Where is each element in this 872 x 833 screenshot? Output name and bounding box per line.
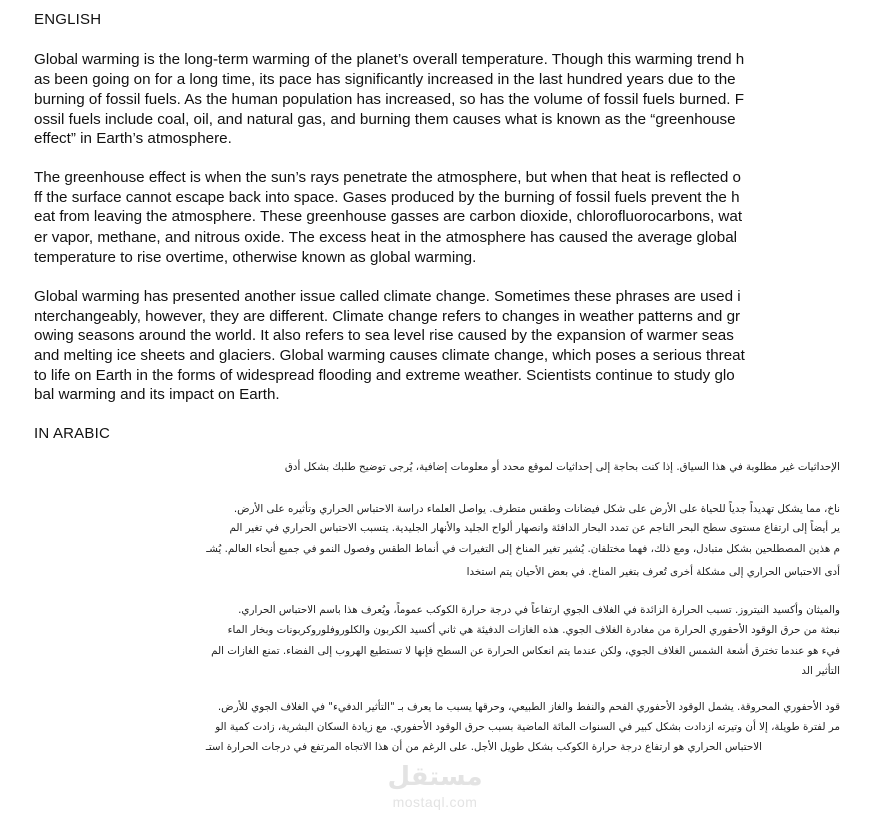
- text-line: burning of fossil fuels. As the human population has increased, so has the volume of fossil fuels burned. F: [34, 91, 745, 108]
- mostaql-watermark: [378, 760, 492, 822]
- watermark-arabic: مستقل: [387, 762, 483, 792]
- arabic-line: م هذين المصطلحين بشكل متبادل، ومع ذلك، فهما مختلفان. يُشير تغير المناخ إلى التغيرات في أنماط الطقس وفصول النمو في جميع أنحاء العالم. يُشـ: [206, 543, 840, 555]
- arabic-line: ناخ، مما يشكل تهديداً جدياً للحياة على الأرض على شكل فيضانات وطقس متطرف. يواصل العلماء دراسة الاحتباس الحراري وتأثيره على الأرض.: [233, 503, 840, 515]
- arabic-line: الاحتباس الحراري هو ارتفاع درجة حرارة الكوكب بشكل طويل الأجل. على الرغم من أن هذا الاتجاه المرتفع في درجات الحرارة استـ: [205, 741, 762, 753]
- arabic-line: ير أيضاً إلى ارتفاع مستوى سطح البحر الناجم عن تمدد البحار الدافئة وانصهار ألواح الجليد والأنهار الجليدية. يتسبب الاحتباس الحراري في تغير الم: [229, 522, 840, 534]
- arabic-line: قود الأحفوري المحروقة. يشمل الوقود الأحفوري الفحم والنفط والغاز الطبيعي، وحرقها يسبب ما يعرف بـ "التأثير الدفيء" في الغلاف الجوي للأرض.: [217, 701, 840, 713]
- arabic-line: فيء هو عندما تخترق أشعة الشمس الغلاف الجوي، ولكن عندما يتم انعكاس الحرارة عن السطح فإنها لا تستطيع الهروب إلى الفضاء. تمنع الغازات الم: [211, 645, 840, 657]
- text-line: ff the surface cannot escape back into space. Gases produced by the burning of fossil fuels prevent the h: [34, 189, 740, 206]
- arabic-heading: IN ARABIC: [34, 425, 110, 442]
- text-line: bal warming and its impact on Earth.: [34, 386, 280, 403]
- watermark-domain: mostaql.com: [392, 794, 478, 810]
- text-line: to life on Earth in the forms of widespread flooding and extreme weather. Scientists continue to study glo: [34, 367, 735, 384]
- text-line: ossil fuels include coal, oil, and natural gas, and burning them causes what is known as the “greenhouse: [34, 111, 736, 128]
- text-line: er vapor, methane, and nitrous oxide. The excess heat in the atmosphere has caused the average global: [34, 229, 738, 246]
- arabic-line: نبعثة من حرق الوقود الأحفوري الحرارة من مغادرة الغلاف الجوي. هذه الغازات الدفيئة هي ثاني أكسيد الكربون والكلوروفلوروكربونات وبخار الماء: [227, 624, 840, 636]
- arabic-line: التأثير الد: [801, 665, 840, 677]
- text-line: nterchangeably, however, they are different. Climate change refers to changes in weather patterns and gr: [34, 308, 741, 325]
- text-line: Global warming is the long-term warming of the planet’s overall temperature. Though this warming trend h: [34, 51, 745, 68]
- arabic-line: أدى الاحتباس الحراري إلى مشكلة أخرى تُعرف بتغير المناخ. في بعض الأحيان يتم استخدا: [466, 566, 840, 578]
- text-line: as been going on for a long time, its pace has significantly increased in the last hundred years due to the: [34, 71, 736, 88]
- text-line: Global warming has presented another issue called climate change. Sometimes these phrases are used i: [34, 288, 741, 305]
- arabic-note: الإحداثيات غير مطلوبة في هذا السياق. إذا كنت بحاجة إلى إحداثيات لموقع محدد أو معلومات إضافية، يُرجى توضيح طلبك بشكل أدق: [284, 461, 840, 473]
- english-heading: ENGLISH: [34, 11, 102, 28]
- arabic-line: والميثان وأكسيد النيتروز. تسبب الحرارة الزائدة في الغلاف الجوي ارتفاعاً في درجة حرارة الكوكب عموماً، ويُعرف هذا باسم الاحتباس الحراري.: [238, 604, 840, 616]
- text-line: temperature to rise overtime, otherwise known as global warming.: [34, 249, 477, 266]
- arabic-line: مر لفترة طويلة، إلا أن وتيرته ازدادت بشكل كبير في السنوات المائة الماضية بسبب حرق الوقود الأحفوري. مع زيادة السكان البشرية، زادت كمية الو: [215, 721, 840, 733]
- text-line: owing seasons around the world. It also refers to sea level rise caused by the expansion of warmer seas: [34, 327, 734, 344]
- text-line: eat from leaving the atmosphere. These greenhouse gasses are carbon dioxide, chlorofluorocarbons, wat: [34, 208, 743, 225]
- text-line: effect” in Earth’s atmosphere.: [34, 130, 232, 147]
- text-line: and melting ice sheets and glaciers. Global warming causes climate change, which poses a serious threat: [34, 347, 745, 364]
- text-line: The greenhouse effect is when the sun’s rays penetrate the atmosphere, but when that heat is reflected o: [34, 169, 741, 186]
